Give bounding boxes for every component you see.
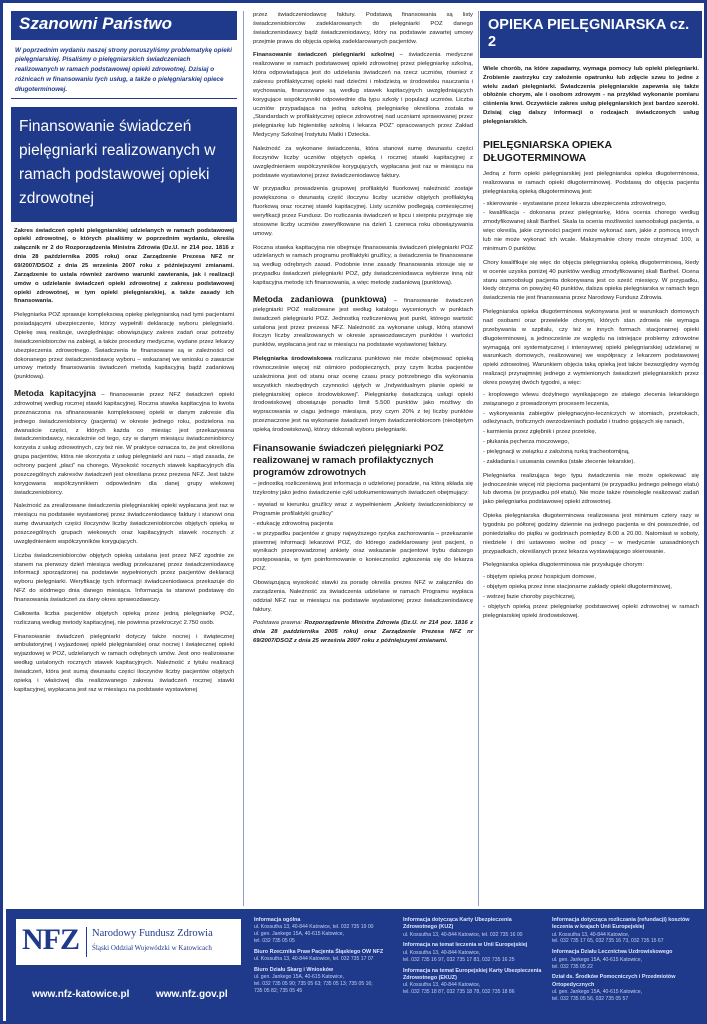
paragraph: W przypadku prowadzenia grupowej profilaktyki fluorkowej należność zostaje powiększona o dwunastą część iloczynu liczby uczniów objętych profilaktyką fluorkową oraz rocznej stawki kapitacyjnej. Listy uczniów podlegają comiesięcznej weryfikacji przez Fundusz. Do rozliczania świadczeń w lipcu i sierpniu przyjmuje się stosowne liczby uczniów zweryfikowane na dzień 1 czerwca roku obowiązywania umowy. <box>253 186 473 237</box>
inline-heading: Metoda kapitacyjna <box>14 388 97 399</box>
paragraph: Liczba świadczeniobiorców objętych opieką ustalana jest przez NFZ zgodnie ze stanem na pierwszy dzień miesiąca według przekazanej przez świadczeniodawcę informacji sporządzonej na podstawie wypełnionych przez pacjentów deklaracji wyboru pielęgniarki. Weryfikację tych informacji świadczeniodawca przekazuje do NFZ do siódmego dnia danego miesiąca. Informacja ta stanowi podstawę do finansowania świadczeń za dany okres sprawozdawczy. <box>14 552 234 604</box>
paragraph: Roczna stawka kapitacyjna nie obejmuje finansowania świadczeń pielęgniarki POZ udzielanych w ramach programu profilaktyki gruźlicy, a świadczenia te finansowane są według odrębnych zasad. Podobnie inne zasady finansowania stosuje się w przypadku świadczeń pielęgniarki POZ, gdy świadczeniodawca wybierze inną niż kapitacyjna metodę ich finansowania, a więc metodę zadaniową (punktową). <box>253 244 473 287</box>
paragraph-text: – finansowanie przez NFZ świadczeń opieki zdrowotnej według rocznej stawki kapitacyjnej. Roczna stawka kapitacyjna to kwota przeznaczona na sfinansowanie kompleksowej opieki w danym zakresie dla jednego świadczeniobiorcy (pacjenta) w okresie jednego roku, podzielona na dwanaście części, z których każda co miesiąc jest przekazywana świadczeniodawcy, niezależnie od tego, czy w danym miesiącu świadczeniobiorcy korzysta z usług zdrowotnych, czy też nie. W praktyce oznacza to, że jest określona grupa pacjentów, która nie skorzysta z usług pielęgniarki ani razu – stąd zasada, że ochrony pacjent „płaci” na chorego. Wysokość rocznych stawek kapitacyjnych dla poszczególnych zakresów świadczeń jest określana przez prezesa NFZ. Jest także korygowana współczynnikiem odpowiednim dla danej grupy wiekowej świadczeniobiorcy. <box>14 392 235 496</box>
greeting-heading: Szanowni Państwo <box>11 11 237 40</box>
link-nfz-gov[interactable]: www.nfz.gov.pl <box>156 989 228 1000</box>
list-item: - wywiad w kierunku gruźlicy wraz z wypełnieniem „Ankiety świadczeniobiorcy w Programie profilaktyki gruźlicy” <box>253 502 473 518</box>
paragraph-text: rozliczana punktowo nie może obejmować opieką równocześnie więcej niż ośmioro podopiecznych, przy czym liczba pacjentów uzależniona jest od stanu oraz ocenę czasu pracy potrzebnego dla wykonania wszystkich niezbędnych czynności ujętych w „Indywidualnym planie opieki w pielęgniarskiej opiece środowiskowej”. Pielęgniarkę świadczącą usługi opieki środowiskowej obowiązuje ponadto limit 5.500 punktów jako możliwy do wypracowania w ciągu jednego miesiąca, przy czym 20% z tej liczby punktów przeznaczone jest na wykonanie świadczeń innym świadczeniobiorcom (nieobjętym opieką środowiskową), którzy dokonali wyboru pielęgniarki. <box>253 356 473 433</box>
paragraph-metoda-kapitacyjna <box>14 387 234 497</box>
paragraph: Opieka pielęgniarska długoterminowa realizowana jest minimum cztery razy w tygodniu po półtorej godziny dziennie na jednego pacjenta w dni powszednie, od poniedziałku do piątku w godzinach pomiędzy 8.00 a 20.00. Natomiast w soboty, niedziele i dni ustawowo wolne od pracy – w medycznie uzasadnionych przypadkach, określanych przez lekarza wystawiającego skierowanie. <box>483 513 699 555</box>
contact-heading: Biuro Działu Skarg i Wniosków <box>254 967 334 974</box>
paragraph: Całkowita liczba pacjentów objętych opieką przez jedną pielęgniarkę POZ, rozliczaną według metody kapitacyjnej, nie powinna przekroczyć 2.750 osób. <box>14 610 234 626</box>
list-item: - wstrzej fazie choroby psychicznej, <box>483 594 576 600</box>
paragraph-srodowiskowa <box>253 355 473 435</box>
column-right <box>480 11 702 622</box>
list-item: - pielęgnacji w związku z założoną rurką tracheotomijną, <box>483 448 630 455</box>
paragraph: Pielęgniarska opieka długoterminowa nie przysługuje chorym: <box>483 562 645 569</box>
list-item: - w przypadku pacjentów z grupy najwyższego ryzyka zachorowania – przekazanie pisemnej informacji lekarzowi POZ, do którego zadeklarowany jest pacjent, o wynikach przeprowadzonej ankiety oraz wskazanie pacjentowi trybu dalszego postępowania, w tym poinformowanie o konieczności zgłoszenia się do lekarza POZ. <box>253 530 473 573</box>
paragraph: przez świadczeniodawcę faktury. Podstawą finansowania są listy świadczeniobiorców zadeklarowanych do pielęgniarki POZ danego świadczeniodawcy bądź świadczeniodawcy, który na podstawie zawartej umowy przejmie prawa do objęcia opieką zadeklarowanych pacjentów. <box>253 12 473 45</box>
list-swiadczenia <box>483 391 699 467</box>
list-item: - kroplowego wlewu dożylnego wynikającego ze stałego zlecenia lekarskiego związanego z prowadzonym procesem leczenia, <box>483 391 699 407</box>
paragraph: Należność za zrealizowane świadczenia pielęgniarskiej opieki wypłacana jest raz w miesiącu na podstawie wystawionej przez świadczeniodawcę faktury i stanowi ona sumę dwunastych części iloczynów liczby świadczeniobiorców objętych opieką w poszczególnych grupach wiekowych oraz kapitacyjnych stawek rocznych z uwzględnieniem współczynników korygujących. <box>14 503 234 545</box>
column-middle <box>250 11 476 646</box>
contact-heading: Dział ds. Środków Pomocniczych i Przedmiotów Ortopedycznych <box>552 974 676 988</box>
contact-address: ul. gen. Jankego 15A, 40-615 Katowice, tel. 032 735 05 22 <box>552 956 643 970</box>
legal-basis <box>253 619 473 646</box>
contact-heading: Informacja dotycząca rozliczania (refundacji) kosztów leczenia w krajach Unii Europejskiej <box>552 917 690 931</box>
list-podstawa <box>483 200 699 254</box>
contact-address: ul. Kossutha 13, 40-844 Katowice, tel. 032 735 16 00 <box>403 931 523 938</box>
paragraph: Pielęgniarka POZ sprawuje kompleksową opiekę pielęgniarską nad tymi pacjentami posiadającymi ubezpieczenie, którzy wypełnili deklarację wyboru pielęgniarki. Opiekę swą realizuje, uwzględniając obowiązujący zakres zadań oraz potrzeby świadczeniobiorców na zabiegi, a także procedury medyczne, wydane przez lekarzy ubezpieczenia zdrowotnego. Świadczenia te finansowane są w zależności od dokonanego przez świadczeniodawcę wyboru – wskazanej we wniosku o zawarcie umowy metody finansowania świadczeń metodą kapitacyjną bądź zadaniową (punktową). <box>14 312 234 381</box>
contact-address: ul. Kossutha 13, 40-844 Katowice, tel. 032 735 19 00 ul. gen. Jankego 15A, 40-615 Katowice, tel. 032 735 05 05 <box>254 924 374 945</box>
column-left <box>11 11 237 695</box>
list-item: - objętym opieką przez inne stacjonarne zakłady opieki długoterminowej, <box>483 584 672 591</box>
contact-address: ul. Kossutha 13, 40-844 Katowice, tel. 032 735 17 65, 032 735 16 73, 032 735 15 67 <box>552 931 664 945</box>
paragraph: Pielęgniarska opieka długoterminowa wykonywana jest w warunkach domowych nad osobami oraz przewlekle chorymi, których stan zdrowia nie wymaga przebywania w szpitalu, czy też w innych formach stacjonarnej opieki długoterminowej, a jednocześnie ze względu na istniejące problemy zdrowotne wymagają oni systematycznej i intensywnej opieki pielęgniarskiej udzielanej w warunkach domowych, realizowanej we współpracy z lekarzem podstawowej opieki zdrowotnej. Warunkiem objęcia taką opieką jest także bezwzględny wymóg realizacji przynajmniej jednego z wymienionych świadczeń pielęgniarskich przez okres powyżej dwóch tygodni, a więc: <box>483 309 699 386</box>
legal-lead: Podstawa prawna: <box>253 620 303 627</box>
list-program <box>253 501 473 574</box>
paragraph: Jedną z form opieki pielęgniarskiej jest pielęgniarska opieka długoterminowa, realizowana w ramach opieki długoterminowej. Podstawą do objęcia pacjenta pielęgniarską opieką długoterminową jest: <box>483 171 699 195</box>
inline-lead: Finansowanie świadczeń pielęgniarki szkolnej <box>253 52 395 59</box>
subheading-profilaktyka: Finansowanie świadczeń pielęgniarki POZ realizowanej w ramach profilaktycznych programów zdrowotnych <box>253 442 444 478</box>
list-item: - zakładania i usuwania cewnika (stałe zlecenie lekarskie). <box>483 458 635 465</box>
paragraph: Chory kwalifikuje się więc do objęcia pielęgniarską opieką długoterminową, kiedy w ocenie uzyska poniżej 40 punktów według zmodyfikowanej skali Barthel. Ocena stanu samoobsługi pacjenta dokonywana jest co sześć miesięcy. W przypadku, kiedy otrzyma on powyżej 40 punktów, dalsza opieka pielęgniarska w ramach tego świadczenia nie jest finansowana przez Narodowy Fundusz Zdrowia. <box>483 259 699 302</box>
list-item: - objętych opieką przez pielęgniarkę podstawowej opieki zdrowotnej w ramach pielęgniarskiej opieki środowiskowej. <box>483 603 699 619</box>
section-title-opieka: OPIEKA PIELĘGNIARSKA cz. 2 <box>480 11 702 58</box>
contact-heading: Informacja na temat Europejskiej Karty Ubezpieczenia Zdrowotnego (EKUZ) <box>403 967 542 981</box>
list-item: - kwalifikacja - dokonana przez pielęgniarkę, która ocenia chorego według zmodyfikowanej skali Barthel. Skala ta ocenia możliwości samoobsługi pacjenta, a więc określa, jakie czynności pacjent może wykonać sam, jakie z pomocą innych lub nie może wykonać ich wcale. Maksymalnie chory może otrzymać 100, a minimum 0 punktów. <box>483 210 699 252</box>
contact-address: ul. Kossutha 13, 40-844 Katowice, tel. 032 735 18 87, 032 735 18 78, 032 735 18 86 <box>403 982 515 995</box>
logo-name: Narodowy Fundusz Zdrowia <box>92 928 213 939</box>
nfz-logo-mark: NFZ <box>22 923 79 956</box>
column-divider <box>243 11 244 906</box>
footer-contacts-3 <box>552 917 692 1003</box>
paragraph: Obowiązującą wysokość stawki za poradę określa prezes NFZ w załączniku do zarządzenia. Należność za świadczenia udzielane w ramach Programu wypłaca oddział NFZ raz w miesiącu na podstawie wystawionej przez świadczeniodawcę faktury. <box>253 580 473 613</box>
paragraph: Należność za wykonane świadczenia, która stanowi sumę dwunastu części iloczynów liczby uczniów objętych opieką i rocznej stawki kapitacyjnej z uwzględnieniem współczynników korygujących, wypłacana jest raz w miesiącu na podstawie wystawionej przez świadczeniodawcę faktury. <box>253 146 473 179</box>
contact-address: ul. Kossutha 13, 40-844 Katowice, tel. 032 735 16 97, 032 735 17 83, 032 735 16 25 <box>403 949 515 963</box>
list-item: - karmienia przez zgłębnik i przez przetokę, <box>483 429 597 436</box>
link-nfz-katowice[interactable]: www.nfz-katowice.pl <box>32 989 130 1000</box>
paragraph: Zakres świadczeń opieki pielęgniarskiej udzielanych w ramach podstawowej opieki zdrowotnej, o których pisaliśmy w poprzednim wydaniu, określa załącznik nr 2 do Rozporządzenia Ministra Zdrowia (Dz.U. nr 214 poz. 1816 z dnia 28 października 2005 roku) oraz Zarządzenie Prezesa NFZ nr 69/2007/DSOZ z dnia 25 września 2007 roku z późniejszymi zmianami. Zarządzenie to ustala również zarówno warunki zawierania, jak i realizacji umów o udzielanie świadczeń opieki zdrowotnej z zakresu podstawowej opieki zdrowotnej, w tym opieki pielęgniarskiej, a także zasady ich finansowania. <box>14 227 234 305</box>
contact-heading: Biuro Rzecznika Praw Pacjenta Śląskiego OW NFZ <box>254 948 384 955</box>
intro-text: W poprzednim wydaniu naszej strony poruszyliśmy problematykę opieki pielęgniarskiej. Pisaliśmy o pielęgniarskich świadczeniach realizowanych w ramach podstawowej opieki zdrowotnej. Dzisiaj o różnicach w finansowaniu tych usług, a także o pielęgniarskiej opiece długoterminowej. <box>11 40 237 100</box>
intro-text: Wiele chorób, na które zapadamy, wymaga pomocy lub opieki pielęgniarki. Zrobienie zastrzyku czy założenie opatrunku lub zdjęcie szwu to jedne z wielu zadań pielęgniarki. Świadczenia pielęgniarskie zapewnia się także obłożnie chorym, ale i osobom zdrowym - na przykład wykonanie pomiaru ciśnienia krwi. Oczywiście zakres usług pielęgniarskich jest bardzo szeroki. Dzisiaj ciąg dalszy informacji o rodzajach świadczonych usług pielęgniarskich. <box>483 65 699 125</box>
inline-heading: Metoda zadaniowa (punktowa) <box>253 293 387 304</box>
paragraph-metoda-zadaniowa <box>253 293 473 350</box>
paragraph: Pielęgniarka realizująca tego typu świadczenia nie może opiekować się jednocześnie więcej niż pięcioma pacjentami (w przypadku jednego pełnego etatu) lub dwoma (w przypadku pół etatu). Nie może także równolegle realizować zadań jako pielęgniarka podstawowej opieki zdrowotnej. <box>483 472 699 506</box>
list-item: - edukację zdrowotną pacjenta <box>253 520 333 527</box>
contact-heading: Informacja Działu Lecznictwa Uzdrowiskowego <box>552 949 673 956</box>
paragraph: Finansowanie świadczeń pielęgniarki dotyczy także nocnej i świątecznej ambulatoryjnej i wyjazdowej opieki pielęgniarskiej oraz nocnej i świątecznej opieki wyjazdowej w POZ, udzielanych w ramach odrębnych umów. Jest ono realizowane według ustalonych rocznych stawek kapitacyjnych. Należność z tytułu realizacji świadczeń, która jest sumą dwunastu części iloczynów liczby pacjentów objętych opieką i właściwej dla realizowanego zakresu świadczeń rocznej stawki kapitacyjnej, wypłacana jest raz w miesiącu na podstawie wystawionej <box>14 633 234 693</box>
paragraph-text: – finansowanie świadczeń pielęgniarki POZ realizowane jest według katalogu wycenionych w punktach świadczeń pielęgniarki POZ. Jednostką rozliczeniową jest punkt, którego wartość ustalona jest przez prezesa NFZ. Należność za wykonane usługi, którą stanowi iloczyn liczby zrealizowanych w okresie sprawozdawczym punktów i wartości punktów, wypłacana jest raz w miesiącu na podstawie wystawionej faktury. <box>253 297 474 349</box>
logo-branch: Śląski Oddział Wojewódzki w Katowicach <box>92 944 212 952</box>
paragraph-text: – świadczenia medyczne realizowane w ramach podstawowej opieki zdrowotnej przez pielęgniarkę szkolną, która odpowiadająca jest do udzielania świadczeń na rzecz uczniów, również z zakresu profilaktycznej opieki nad dziećmi i młodzieżą w środowisku nauczania i wychowania, finansowane są według stawek kapitacyjnych uwzględniających korygujące współczynniki odpowiednie dla typu szkoły i populacji uczniów. Liczba uczniów przypadająca na jedną szkolną pielęgniarkę określona została w „Standardach w profilaktycznej opiece zdrowotnej nad uczniami sprawowanej przez pielęgniarkę lub higienistkę szkolną i lekarza POZ” opracowanych przez Zakład Medycyny Szkolnej Instytutu Matki i Dziecka. <box>253 52 473 139</box>
paragraph: – jednostką rozliczeniową jest informacja o udzielonej poradzie, na którą składa się trzykrotny jako jedno świadczenie cykl udokumentowanych świadczeń obejmujący: <box>253 481 473 497</box>
contact-address: ul. gen. Jankego 15A, 40-615 Katowice, tel. 032 735 05 90; 735 05 63; 735 05 13; 735 05 16; 735 05 82; 735 05 45 <box>254 974 373 995</box>
contact-heading: Informacja na temat leczenia w Unii Europejskiej <box>403 942 528 949</box>
contact-address: ul. Kossutha 13, 40-844 Katowice, tel. 032 735 17 07 <box>254 956 374 963</box>
column-divider <box>478 11 479 906</box>
nfz-logo <box>16 919 241 965</box>
list-item: - objętym opieką przez hospicjum domowe, <box>483 574 596 581</box>
footer <box>6 909 707 1024</box>
section-title-poz: Finansowanie świadczeń pielęgniarki realizowanych w ramach podstawowej opieki zdrowotnej <box>11 107 237 221</box>
contact-heading: Informacja ogólna <box>254 917 301 923</box>
list-item: - skierowanie - wystawiane przez lekarza ubezpieczenia zdrowotnego, <box>483 200 667 207</box>
subheading-dlugoterminowa: PIELĘGNIARSKA OPIEKA DŁUGOTERMINOWA <box>483 138 612 164</box>
contact-heading: Informacja dotycząca Karty Ubezpieczenia Zdrowotnego (KUZ) <box>403 917 512 931</box>
paragraph-szkolna <box>253 51 473 140</box>
logo-divider <box>86 927 87 957</box>
list-item: - wykonywania zabiegów pielęgnacyjno-leczniczych w stomiach, przetokach, odleżynach, troficznych owrzodzeniach podudzi i trudno gojących się ranach, <box>483 410 699 426</box>
legal-text: Rozporządzenie Ministra Zdrowia (Dz.U. nr 214 poz. 1816 z dnia 28 października 2005 roku) oraz Zarządzenie Prezesa NFZ nr 69/2007/DSOZ z dnia 25 września 2007 roku z późniejszymi zmianami. <box>253 620 473 645</box>
footer-contacts-2 <box>403 917 543 996</box>
footer-contacts-1 <box>254 917 394 995</box>
list-item: - płukania pęcherza moczowego, <box>483 439 570 446</box>
inline-lead: Pielęgniarka środowiskowa <box>253 356 332 363</box>
contact-address: ul. gen. Jankego 15A, 40-615 Katowice, tel. 032 735 05 56, 032 735 05 57 <box>552 988 643 1002</box>
list-nie-przysluguje <box>483 573 699 620</box>
